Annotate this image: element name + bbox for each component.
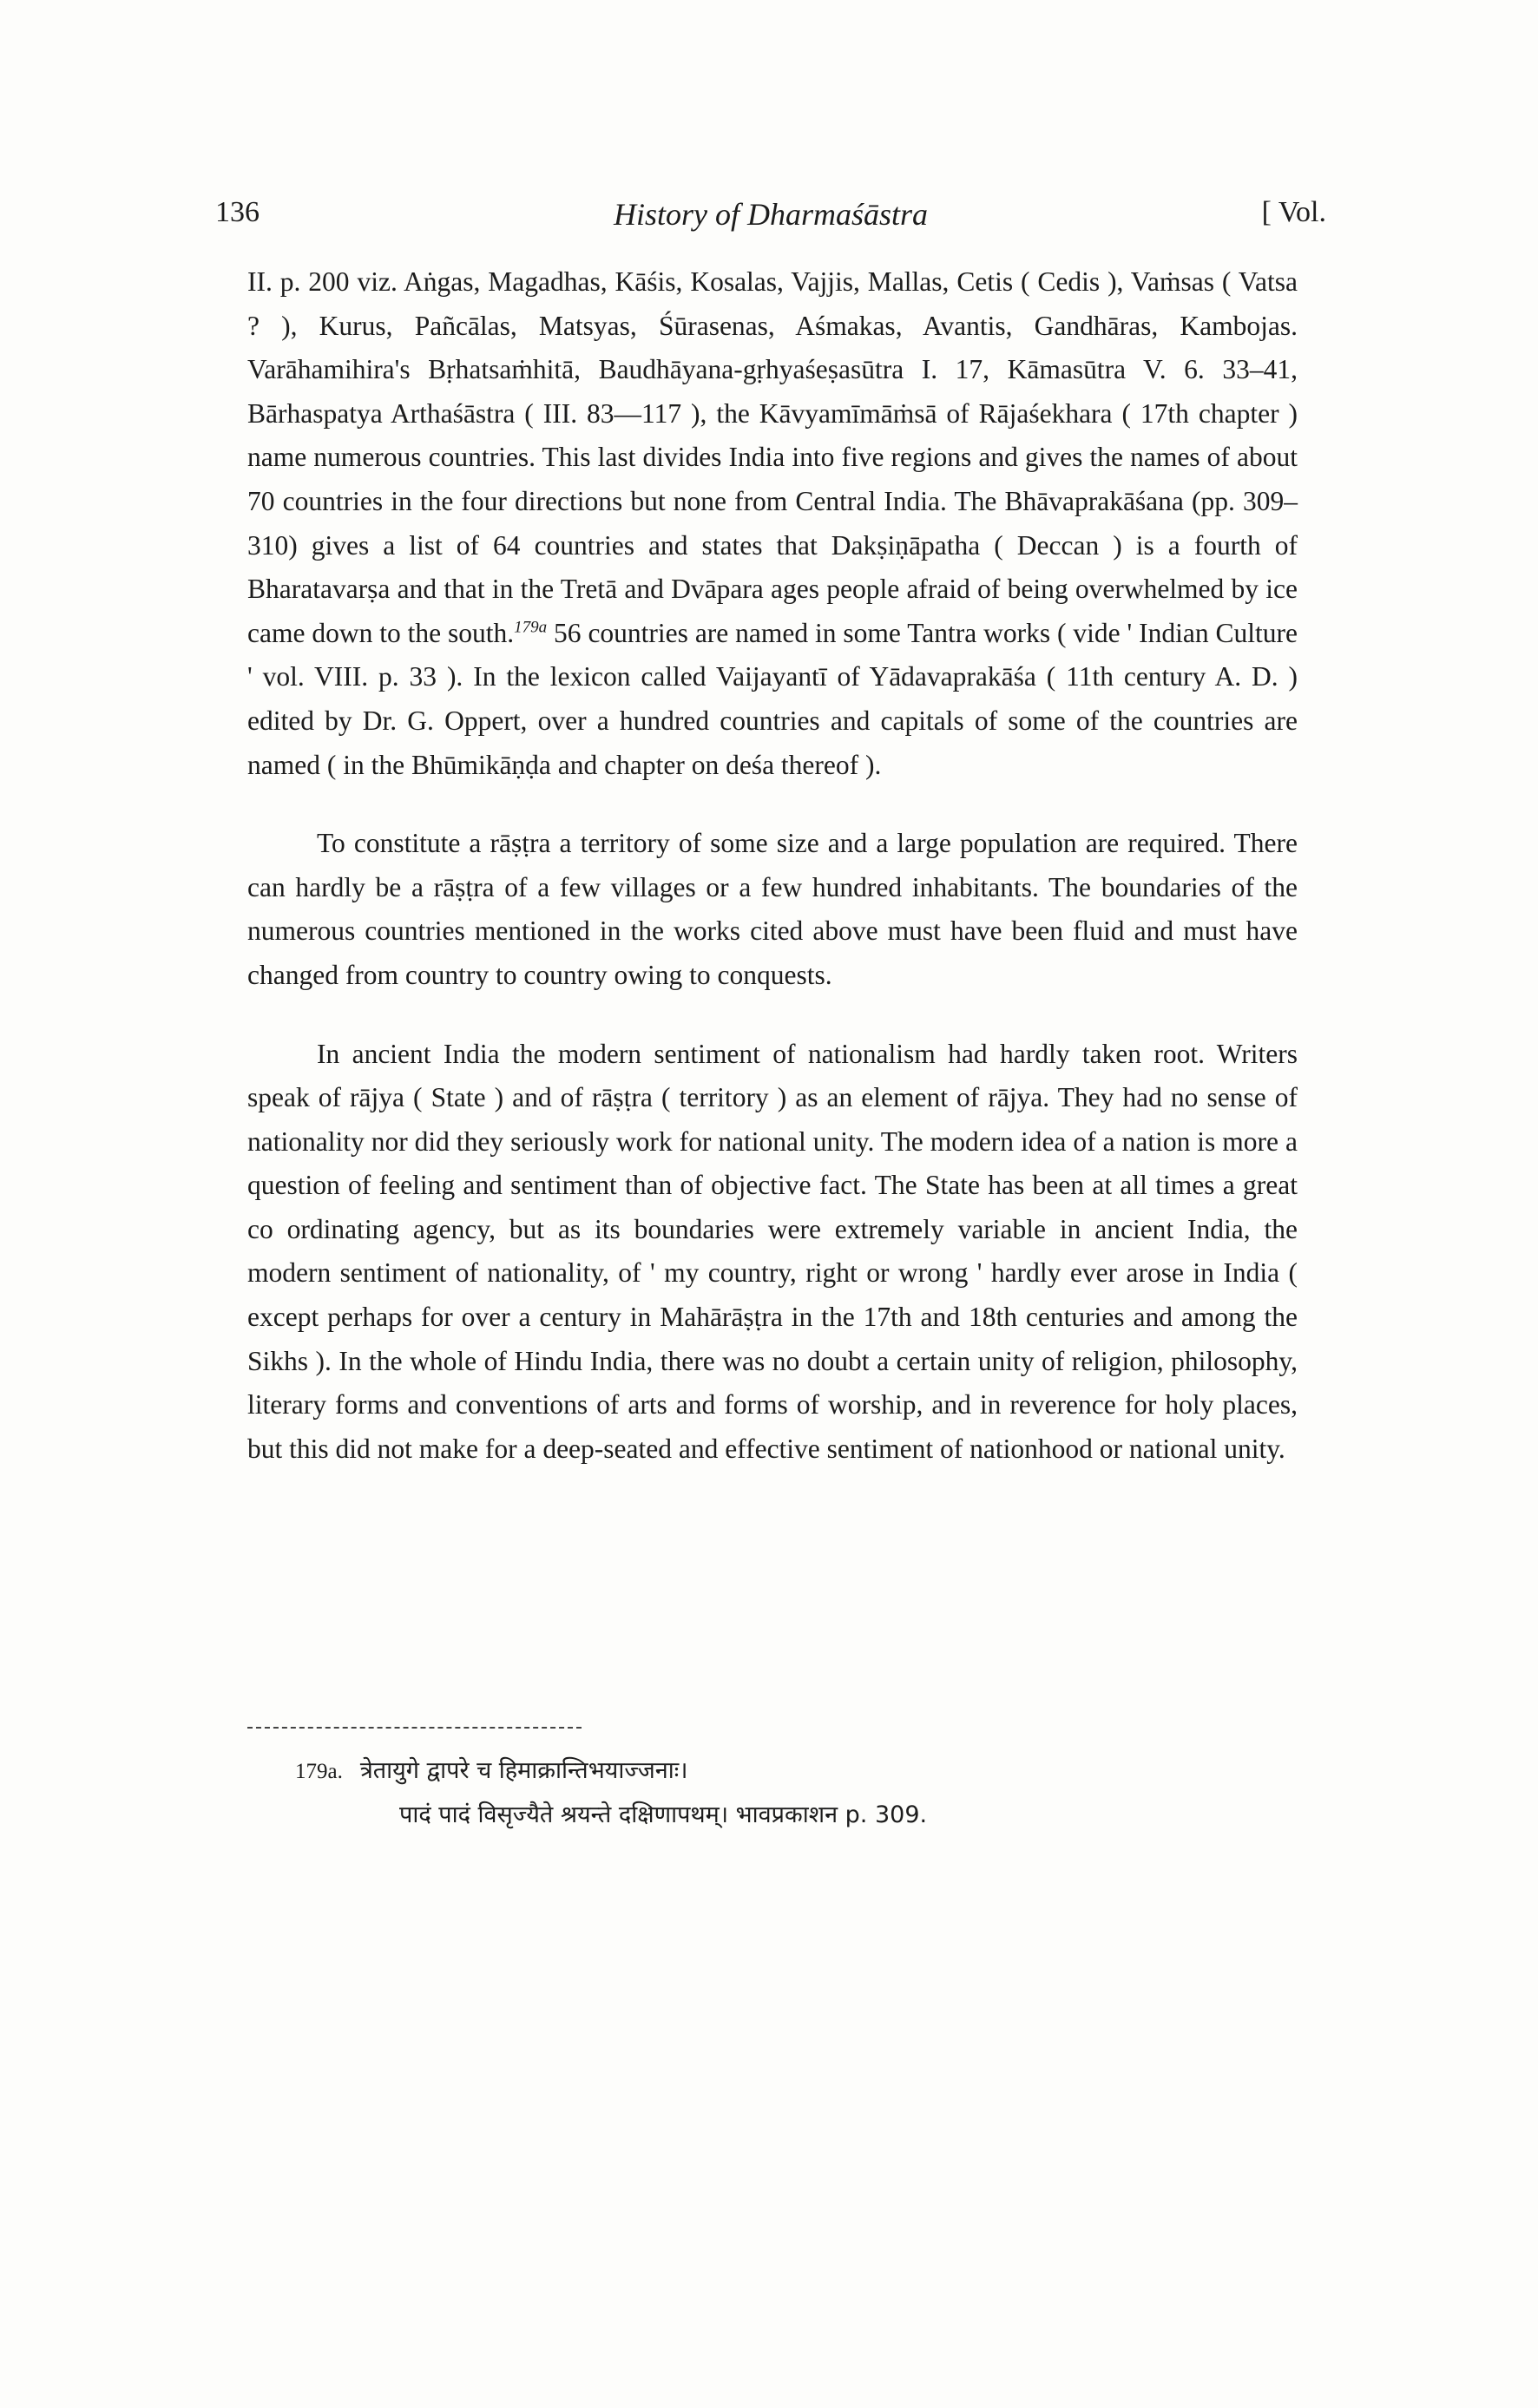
- paragraph-1: [247, 260, 1298, 787]
- paragraph-3: In ancient India the modern sentiment of nationalism had hardly taken root. Writers speak of rājya ( State ) and of rāṣṭra ( territory ) as an element of rājya. They had no sense of nationality nor did they seriously work for national unity. The modern idea of a nation is more a question of feeling and sentiment than of objective fact. The State has been at all times a great co ordinating agency, but as its boundaries were extremely variable in ancient India, the modern sentiment of nationality, of ' my country, right or wrong ' hardly ever arose in India ( except perhaps for over a century in Mahārāṣṭra in the 17th and 18th centuries and among the Sikhs ). In the whole of Hindu India, there was no doubt a certain unity of religion, philosophy, literary forms and conventions of arts and forms of worship, and in reverence for holy places, but this did not make for a deep-seated and effective sentiment of nationhood or national unity.: [247, 1038, 1298, 1464]
- footnote-verse-2: पादं पादं विसृज्यैते श्रयन्ते दक्षिणापथम्। भावप्रकाशन p. 309.: [399, 1801, 928, 1828]
- footnote: [295, 1749, 1250, 1837]
- body-text: [247, 260, 1298, 1471]
- footnote-reference: 179a: [514, 618, 548, 637]
- volume-label: [ Vol.: [1261, 196, 1326, 228]
- footnote-number: 179a.: [295, 1760, 343, 1783]
- paragraph-1-text-continued: 56 countries are named in some Tantra works ( vide ' Indian Culture ' vol. VIII. p. 33 ). In the lexicon called Vaijayantī of Yādavaprakāśa ( 11th century A. D. ) edited by Dr. G. Oppert, over a hundred countries and capitals of some of the countries are named ( in the Bhūmikāṇḍa and chapter on deśa thereof ).: [247, 617, 1298, 780]
- paragraph-2: To constitute a rāṣṭra a territory of some size and a large population are required. There can hardly be a rāṣṭra of a few villages or a few hundred inhabitants. The boundaries of the numerous countries mentioned in the works cited above must have been fluid and must have changed from country to country owing to conquests.: [247, 828, 1298, 990]
- running-title: History of Dharmaśāstra: [613, 197, 929, 232]
- footnote-separator: [247, 1727, 582, 1729]
- footnote-verse-1: त्रेतायुगे द्वापरे च हिमाक्रान्तिभयाज्जनाः।: [359, 1757, 688, 1784]
- paragraph-1-text: II. p. 200 viz. Aṅgas, Magadhas, Kāśis, Kosalas, Vajjis, Mallas, Cetis ( Cedis ), Vaṁsas ( Vatsa ? ), Kurus, Pañcālas, Matsyas, Śūrasenas, Aśmakas, Avantis, Gandhāras, Kambojas. Varāhamihira's Bṛhatsaṁhitā, Baudhāyana-gṛhyaśeṣasūtra I. 17, Kāmasūtra V. 6. 33–41, Bārhaspatya Arthaśāstra ( III. 83—117 ), the Kāvyamīmāṁsā of Rājaśekhara ( 17th chapter ) name numerous countries. This last divides India into five regions and gives the names of about 70 countries in the four directions but none from Central India. The Bhāvaprakāśana (pp. 309–310) gives a list of 64 countries and states that Dakṣiṇāpatha ( Deccan ) is a fourth of Bharatavarṣa and that in the Tretā and Dvāpara ages people afraid of being overwhelmed by ice came down to the south.: [247, 266, 1298, 648]
- page-number: 136: [215, 196, 260, 228]
- page-header: [215, 196, 1326, 248]
- footnote-line-1: [295, 1749, 1250, 1794]
